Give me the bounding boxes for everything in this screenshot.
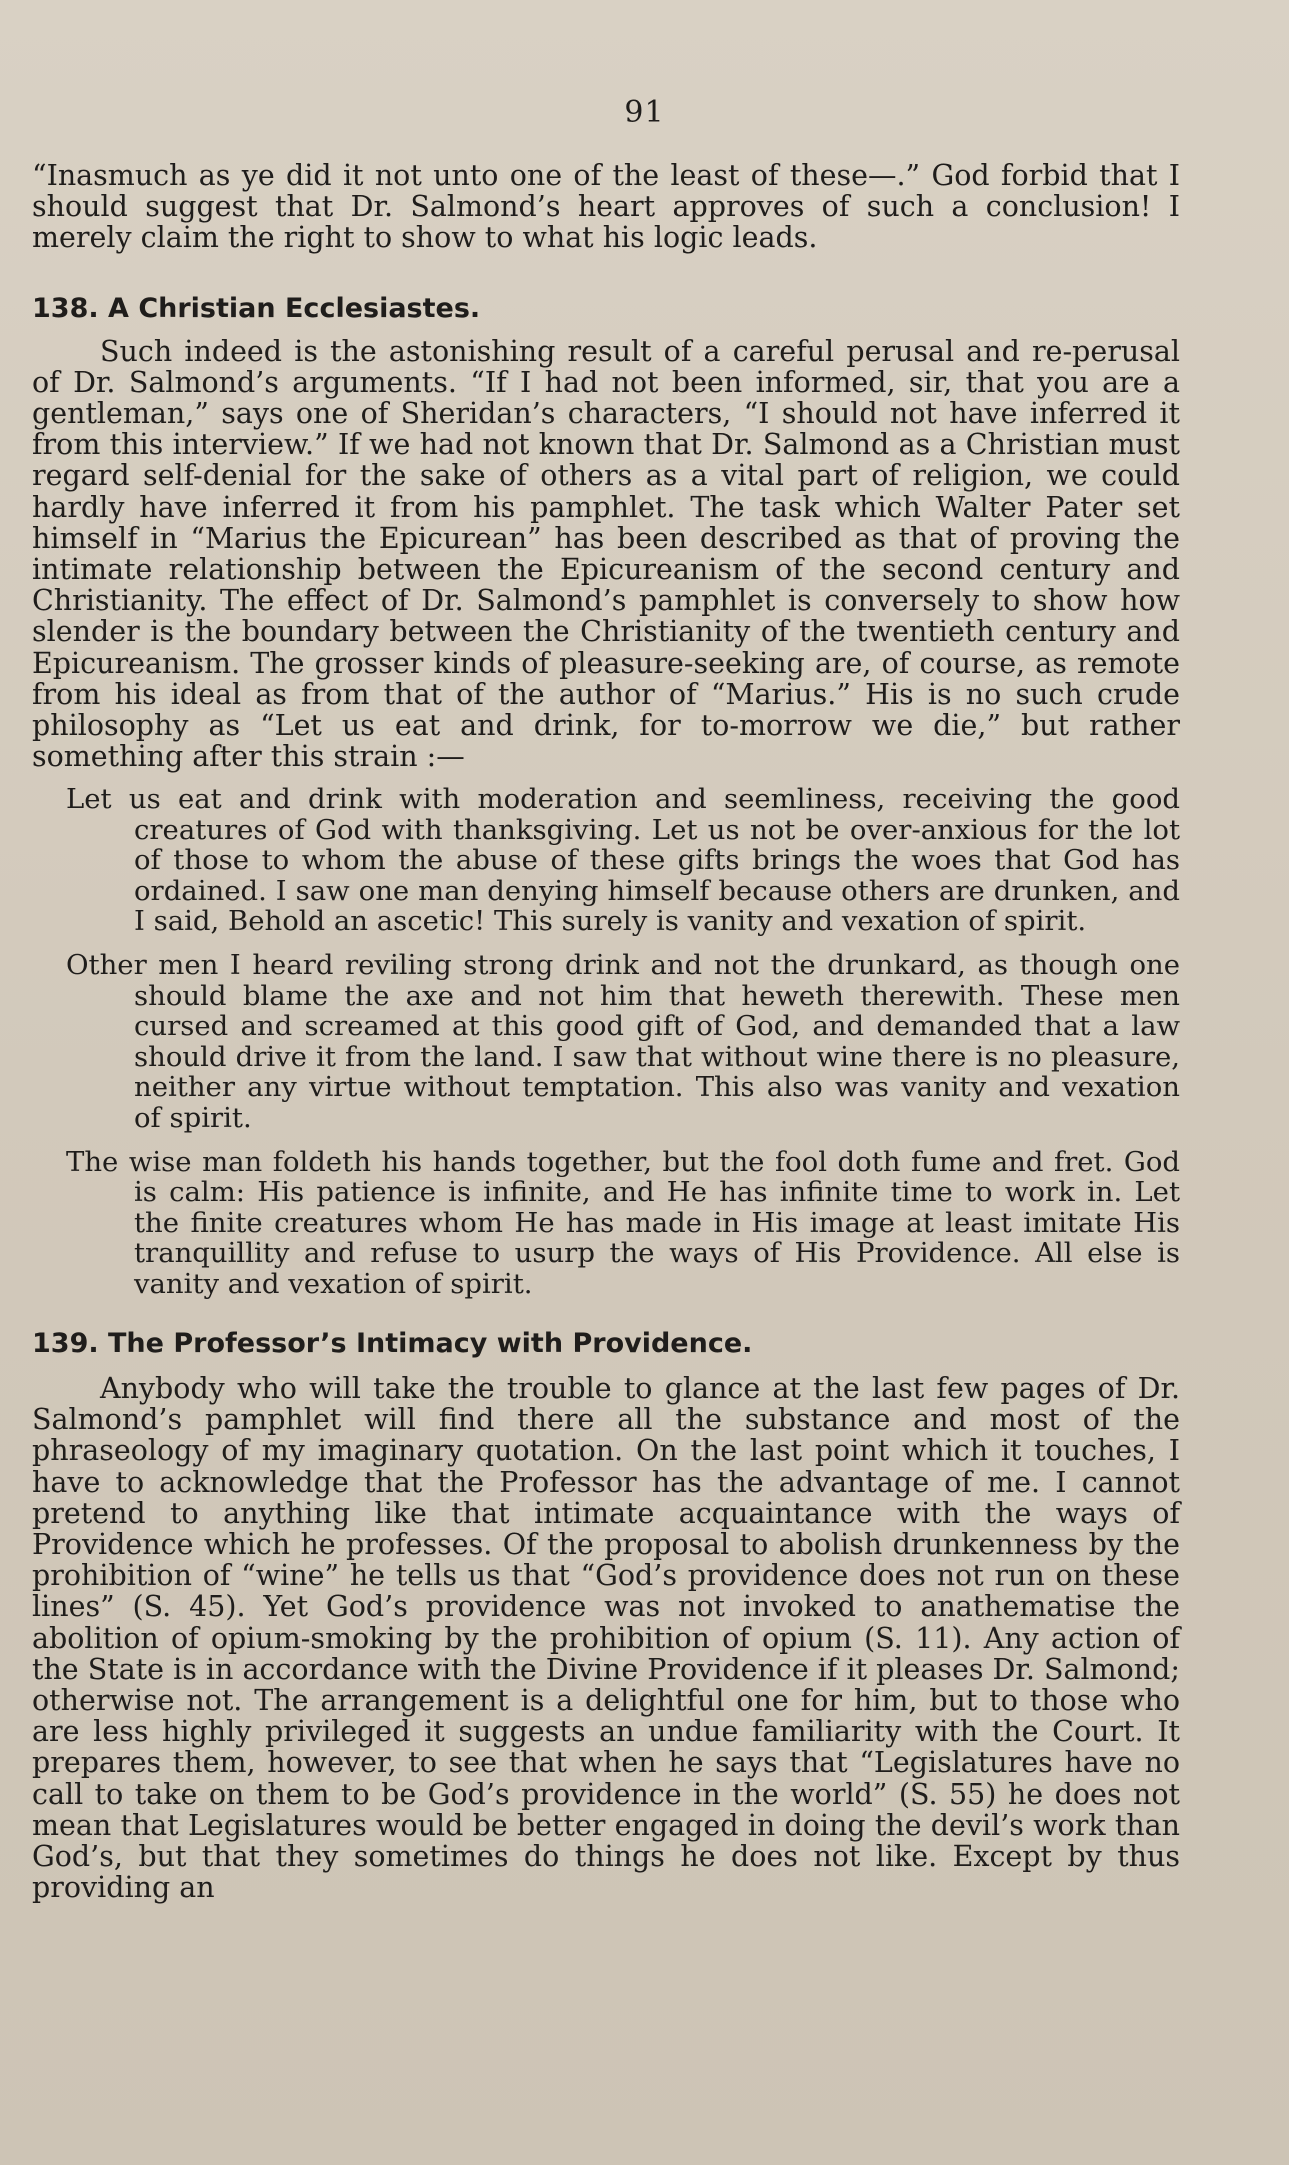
quote-paragraph-1: Let us eat and drink with moderation and seemliness, receiving the good creatures of God with thanksgiving. Let us not be over-anxious for the lot of those to whom the abuse of these gifts brings the woes that God has ordained. I saw one man denying himself because others are drunken, and I said, Behold an ascetic! This surely is vanity and vexation of spirit. [66,783,1180,938]
section-138-paragraph: Such indeed is the astonishing result of a careful perusal and re-perusal of Dr. Salmond’s arguments. “If I had not been informed, sir, that you are a gentleman,” says one of Sheridan’s characters, “I should not have inferred it from this interview.” If we had not known that Dr. Salmond as a Christian must regard self-denial for the sake of others as a vital part of religion, we could hardly have inferred it from his pamphlet. The task which Walter Pater set himself in “Marius the Epicurean” has been described as that of proving the intimate relationship between the Epicureanism of the second century and Christianity. The effect of Dr. Salmond’s pamphlet is conversely to show how slender is the boundary between the Christianity of the twentieth century and Epicureanism. The grosser kinds of pleasure-seeking are, of course, as remote from his ideal as from that of the author of “Marius.” His is no such crude philosophy as “Let us eat and drink, for to-morrow we die,” but rather something after this strain :— [32,334,1180,774]
quote-paragraph-3: The wise man foldeth his hands together, but the fool doth fume and fret. God is calm: His patience is infinite, and He has infinite time to work in. Let the finite creatures whom He has made in His image at least imitate His tranquillity and refuse to usurp the ways of His Providence. All else is vanity and vexation of spirit. [66,1145,1180,1300]
page-content [32,160,1180,1903]
section-139-paragraph: Anybody who will take the trouble to glance at the last few pages of Dr. Salmond’s pamphlet will find there all the substance and most of the phraseology of my imaginary quotation. On the last point which it touches, I have to acknowledge that the Professor has the advantage of me. I cannot pretend to anything like that intimate acquaintance with the ways of Providence which he professes. Of the proposal to abolish drunkenness by the prohibition of “wine” he tells us that “God’s providence does not run on these lines” (S. 45). Yet God’s providence was not invoked to anathematise the abolition of opium-smoking by the prohibition of opium (S. 11). Any action of the State is in accordance with the Divine Providence if it pleases Dr. Salmond; otherwise not. The arrangement is a delightful one for him, but to those who are less highly privileged it suggests an undue familiarity with the Court. It prepares them, however, to see that when he says that “Legislatures have no call to take on them to be God’s providence in the world” (S. 55) he does not mean that Legislatures would be better engaged in doing the devil’s work than God’s, but that they sometimes do things he does not like. Except by thus providing an [32,1371,1180,1905]
section-138-heading: 138. A Christian Ecclesiastes. [32,292,481,324]
page-number: 91 [624,95,665,130]
intro-paragraph: “Inasmuch as ye did it not unto one of the least of these—.” God forbid that I should suggest that Dr. Salmond’s heart approves of such a conclusion! I merely claim the right to show to what his logic leads. [32,159,1180,255]
quote-paragraph-2: Other men I heard reviling strong drink and not the drunkard, as though one should blame the axe and not him that heweth therewith. These men cursed and screamed at this good gift of God, and demanded that a law should drive it from the land. I saw that without wine there is no pleasure, neither any virtue without temptation. This also was vanity and vexation of spirit. [66,949,1180,1134]
section-139-heading: 139. The Professor’s Intimacy with Providence. [32,1327,753,1359]
